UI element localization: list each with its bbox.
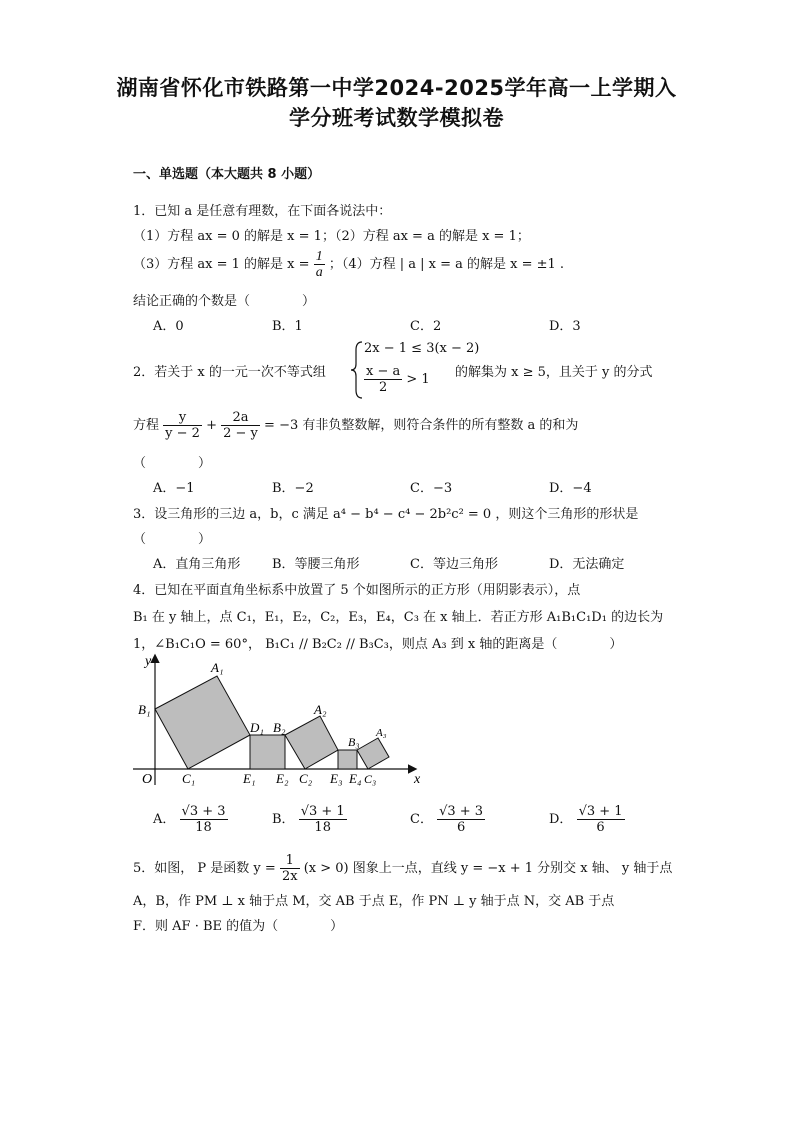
q2-paren: （ ） <box>133 456 212 471</box>
q1-statements-1-2: （1）方程 ax = 0 的解是 x = 1；（2）方程 ax = a 的解是 x = 1； <box>133 229 530 244</box>
q4-option-b-letter: B． <box>272 812 295 827</box>
label-o: O <box>142 772 153 787</box>
square-e1e2 <box>250 735 285 769</box>
label-c1: C₁ <box>182 771 196 786</box>
q2-ineq-den: 2 <box>378 380 388 395</box>
q1-conclusion: 结论正确的个数是（ ） <box>133 294 316 309</box>
label-e4: E₄ <box>349 771 362 786</box>
q2-eq-post: = −3 有非负整数解，则符合条件的所有整数 a 的和为 <box>264 418 579 433</box>
q3-paren: （ ） <box>133 532 212 547</box>
label-y: y <box>145 654 152 669</box>
label-a1: A₁ <box>211 660 224 675</box>
label-c3: C₃ <box>364 772 377 786</box>
q4-option-a-den: 18 <box>195 820 212 835</box>
q2-eq-pre: 方程 <box>133 418 160 433</box>
q4-option-d-frac <box>577 804 625 835</box>
q1-option-c: C．2 <box>410 319 442 334</box>
q2-stem-b: 的解集为 x ≥ 5，且关于 y 的分式 <box>455 365 653 380</box>
q3-option-b: B．等腰三角形 <box>272 557 360 572</box>
q4-option-c <box>410 804 485 835</box>
q4-option-c-num: √3 + 3 <box>439 804 484 819</box>
q4-option-d-letter: D． <box>549 812 573 827</box>
q4-option-c-frac <box>437 804 485 835</box>
q3-option-d: D．无法确定 <box>549 557 625 572</box>
q2-inequality-2 <box>364 364 430 395</box>
q3-option-c: C．等边三角形 <box>410 557 498 572</box>
q5-fraction-den: 2x <box>281 869 298 884</box>
q1-statements-3-4 <box>133 249 564 280</box>
label-x: x <box>414 772 421 787</box>
q3-stem: 3．设三角形的三边 a，b，c 满足 a⁴ − b⁴ − c⁴ − 2b²c² = 0 ，则这个三角形的形状是 <box>133 507 639 522</box>
square-e3e4 <box>338 750 357 769</box>
label-d1: D₁ <box>250 720 264 735</box>
q2-ineq-fraction <box>364 364 402 395</box>
q2-plus: + <box>206 418 217 433</box>
q5-line-1a: 5．如图， P 是函数 y = <box>133 861 276 876</box>
q4-option-b <box>272 804 347 835</box>
q5-line-2: A，B，作 PM ⊥ x 轴于点 M，交 AB 于点 E，作 PN ⊥ y 轴于点 N，交 AB 于点 <box>133 894 615 909</box>
q4-option-c-letter: C． <box>410 812 433 827</box>
label-a3: A₃ <box>376 727 387 739</box>
q5-line-1b: (x > 0) 图象上一点，直线 y = −x + 1 分别交 x 轴、 y 轴于点 <box>303 861 673 876</box>
q1-stem: 1．已知 a 是任意有理数，在下面各说法中： <box>133 204 392 219</box>
q2-brace-icon <box>350 340 364 400</box>
q2-inequality-1: 2x − 1 ≤ 3(x − 2) <box>364 341 480 356</box>
q2-frac-2 <box>221 410 260 441</box>
q1-s4-text: ；（4）方程 | a | x = a 的解是 x = ±1 . <box>328 257 565 272</box>
q1-option-a: A．0 <box>153 319 184 334</box>
q1-fraction <box>314 249 325 280</box>
q2-option-d: D．−4 <box>549 481 592 496</box>
q1-option-d: D．3 <box>549 319 581 334</box>
q4-option-b-den: 18 <box>314 820 331 835</box>
q1-s3-text: （3）方程 ax = 1 的解是 x = <box>133 257 310 272</box>
q1-option-b: B．1 <box>272 319 303 334</box>
q5-line-3: F．则 AF · BE 的值为（ ） <box>133 919 344 934</box>
q2-frac-1-den: y − 2 <box>165 426 200 441</box>
q2-option-c: C．−3 <box>410 481 453 496</box>
q1-fraction-num: 1 <box>315 249 323 264</box>
label-e1: E₁ <box>243 771 256 786</box>
q2-frac-2-num: 2a <box>221 410 260 426</box>
q4-option-a-letter: A． <box>153 812 176 827</box>
label-b3: B₃ <box>348 735 360 749</box>
q2-option-a: A．−1 <box>153 481 195 496</box>
q4-line-3: 1，∠B₁C₁O = 60°， B₁C₁ // B₂C₂ // B₃C₃，则点 A₃ 到 x 轴的距离是（ ） <box>133 637 623 652</box>
q1-fraction-den: a <box>315 265 323 280</box>
q4-option-d <box>549 804 625 835</box>
q3-option-a: A．直角三角形 <box>153 557 241 572</box>
q2-option-b: B．−2 <box>272 481 314 496</box>
section-heading: 一、单选题（本大题共 8 小题） <box>133 167 321 182</box>
title-line-1: 湖南省怀化市铁路第一中学2024-2025学年高一上学期入 <box>116 76 677 100</box>
q2-frac-1 <box>163 410 202 441</box>
q4-option-c-den: 6 <box>456 820 466 835</box>
q4-option-a-frac <box>180 804 228 835</box>
q2-ineq-right: > 1 <box>406 372 430 387</box>
q4-figure <box>133 652 423 787</box>
label-a2: A₂ <box>314 702 327 717</box>
square-a1b1c1d1 <box>155 676 250 769</box>
q5-line-1 <box>133 853 672 884</box>
q4-line-1: 4．已知在平面直角坐标系中放置了 5 个如图所示的正方形（用阴影表示），点 <box>133 583 581 598</box>
label-c2: C₂ <box>299 771 313 786</box>
label-b2: B₂ <box>273 720 286 735</box>
q4-option-b-frac <box>299 804 347 835</box>
q2-stem-a: 2．若关于 x 的一元一次不等式组 <box>133 365 326 380</box>
q4-option-a <box>153 804 228 835</box>
label-e3: E₃ <box>330 771 343 786</box>
q4-option-b-num: √3 + 1 <box>300 804 345 819</box>
label-b1: B₁ <box>138 702 151 717</box>
q4-option-a-num: √3 + 3 <box>181 804 226 819</box>
q4-option-d-den: 6 <box>596 820 605 835</box>
q2-ineq-num: x − a <box>366 364 401 379</box>
q2-frac-2-den: 2 − y <box>223 426 258 441</box>
square-a2b2c2 <box>285 716 338 769</box>
q2-equation <box>133 410 578 441</box>
label-e2: E₂ <box>276 771 289 786</box>
q5-fraction <box>280 853 300 884</box>
q2-frac-1-num: y <box>163 410 202 426</box>
square-a3b3c3 <box>357 738 389 769</box>
q4-line-2: B₁ 在 y 轴上，点 C₁，E₁，E₂，C₂，E₃，E₄，C₃ 在 x 轴上．若正方形 A₁B₁C₁D₁ 的边长为 <box>133 610 664 625</box>
q5-fraction-num: 1 <box>280 853 300 869</box>
q4-option-d-num: √3 + 1 <box>578 804 623 819</box>
title-line-2: 学分班考试数学模拟卷 <box>289 106 504 130</box>
